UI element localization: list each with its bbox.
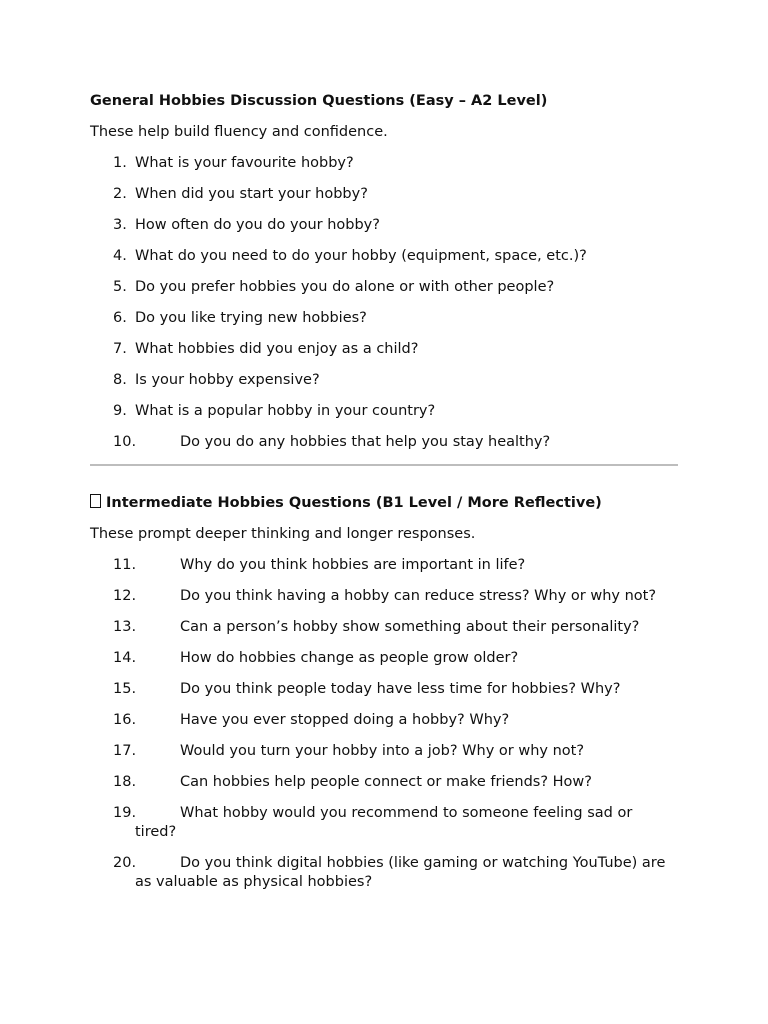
question-number: 9. bbox=[113, 403, 127, 419]
section2-intro: These prompt deeper thinking and longer responses. bbox=[90, 526, 476, 542]
question-text: What is a popular hobby in your country? bbox=[135, 403, 436, 419]
section1-heading: General Hobbies Discussion Questions (Easy – A2 Level) bbox=[90, 93, 548, 109]
question-item bbox=[90, 309, 678, 328]
question-number: 6. bbox=[113, 310, 127, 326]
question-item bbox=[90, 402, 678, 421]
section1-question-list bbox=[90, 154, 678, 452]
question-item bbox=[90, 278, 678, 297]
question-item bbox=[90, 154, 678, 173]
question-text: Can hobbies help people connect or make friends? How? bbox=[180, 774, 592, 790]
question-item bbox=[90, 247, 678, 266]
question-number: 8. bbox=[113, 372, 127, 388]
question-text: Have you ever stopped doing a hobby? Why? bbox=[180, 712, 510, 728]
question-number: 20. bbox=[113, 855, 137, 871]
question-item bbox=[90, 680, 678, 699]
question-item bbox=[90, 711, 678, 730]
question-text: Do you do any hobbies that help you stay healthy? bbox=[180, 434, 551, 450]
question-text: Would you turn your hobby into a job? Why or why not? bbox=[180, 743, 585, 759]
question-number: 12. bbox=[113, 588, 137, 604]
question-item bbox=[90, 340, 678, 359]
section2-heading-text: Intermediate Hobbies Questions (B1 Level / More Reflective) bbox=[106, 495, 602, 511]
question-item bbox=[90, 854, 678, 892]
question-item bbox=[90, 742, 678, 761]
question-number: 10. bbox=[113, 434, 137, 450]
question-text: Do you prefer hobbies you do alone or with other people? bbox=[135, 279, 555, 295]
question-text: What is your favourite hobby? bbox=[135, 155, 354, 171]
question-number: 5. bbox=[113, 279, 127, 295]
question-text: Is your hobby expensive? bbox=[135, 372, 320, 388]
section2-heading bbox=[90, 494, 678, 513]
question-number: 15. bbox=[113, 681, 137, 697]
question-item bbox=[90, 371, 678, 390]
question-text: Can a person’s hobby show something about their personality? bbox=[180, 619, 640, 635]
question-text: What hobby would you recommend to someone feeling sad or tired? bbox=[135, 805, 633, 840]
question-number: 14. bbox=[113, 650, 137, 666]
question-text: Do you like trying new hobbies? bbox=[135, 310, 367, 326]
question-text: What do you need to do your hobby (equipment, space, etc.)? bbox=[135, 248, 587, 264]
question-number: 11. bbox=[113, 557, 137, 573]
question-item bbox=[90, 556, 678, 575]
question-item bbox=[90, 587, 678, 606]
question-text: Do you think digital hobbies (like gaming or watching YouTube) are as valuable as physical hobbies? bbox=[135, 855, 666, 890]
question-number: 16. bbox=[113, 712, 137, 728]
question-number: 13. bbox=[113, 619, 137, 635]
question-item bbox=[90, 804, 678, 842]
question-number: 17. bbox=[113, 743, 137, 759]
question-number: 18. bbox=[113, 774, 137, 790]
question-item bbox=[90, 185, 678, 204]
question-number: 2. bbox=[113, 186, 127, 202]
question-text: What hobbies did you enjoy as a child? bbox=[135, 341, 419, 357]
question-number: 1. bbox=[113, 155, 127, 171]
question-item bbox=[90, 216, 678, 235]
question-number: 7. bbox=[113, 341, 127, 357]
section-divider bbox=[90, 464, 678, 466]
question-text: When did you start your hobby? bbox=[135, 186, 368, 202]
missing-glyph-icon bbox=[90, 494, 101, 508]
question-text: Why do you think hobbies are important in life? bbox=[180, 557, 526, 573]
question-number: 3. bbox=[113, 217, 127, 233]
question-item bbox=[90, 433, 678, 452]
question-item bbox=[90, 649, 678, 668]
question-text: How often do you do your hobby? bbox=[135, 217, 380, 233]
question-text: How do hobbies change as people grow older? bbox=[180, 650, 519, 666]
section1-intro: These help build fluency and confidence. bbox=[90, 124, 388, 140]
question-number: 19. bbox=[113, 805, 137, 821]
question-text: Do you think having a hobby can reduce stress? Why or why not? bbox=[180, 588, 657, 604]
question-item bbox=[90, 618, 678, 637]
question-item bbox=[90, 773, 678, 792]
question-number: 4. bbox=[113, 248, 127, 264]
section2-question-list bbox=[90, 556, 678, 892]
question-text: Do you think people today have less time for hobbies? Why? bbox=[180, 681, 621, 697]
document-content bbox=[90, 92, 678, 904]
